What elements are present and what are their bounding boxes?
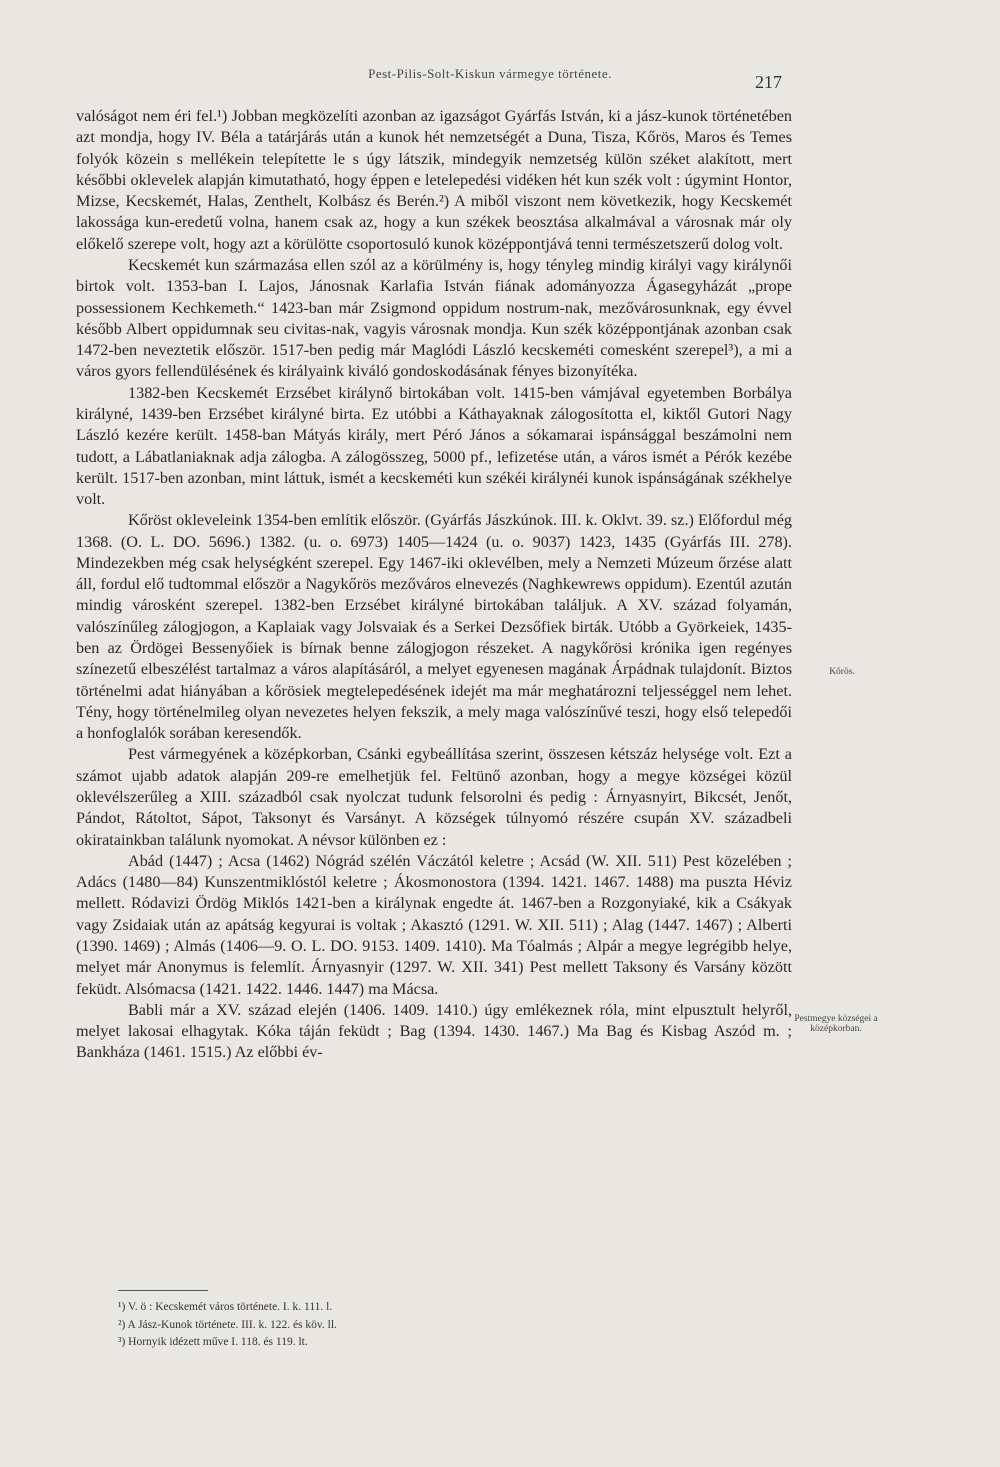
margin-note-pest-kozsegei: Pestmegye községei a középkorban. [794,1014,878,1034]
footnote: ³) Hornyik idézett műve I. 118. és 119. lt. [118,1336,308,1348]
paragraph: Kőröst okleveleink 1354-ben említik először. (Gyárfás Jászkúnok. III. k. Oklvt. 39. sz.) Előfordul még 1368. (O. L. DO. 5696.) 1382. (u. o. 6973) 1405—1424 (u. o. 9037) 1423, 1435 (Gyárfás III. 278). Mindezekben még csak helységként szerepel. Egy 1467-iki oklevélben, mely a Nemzeti Múzeum őrzése alatt áll, fordul elő tudtommal először a Nagykőrös mezőváros elnevezés (Naghkewrews oppidum). Ezentúl azután mindig városként szerepel. 1382-ben Erzsébet királyné birtokában találjuk. A XV. század folyamán, valószínűleg zálogjogon, a Kaplaiak vagy Jolsvaiak és a Serkei Dezsőfiek birták. Utóbb a Györkeiek, 1435-ben az Ördögei Bessenyőiek is bírnak benne zálogjogon részeket. A nagykőrösi krónika igen regényes színezetű elbeszélést tartalmaz a város alapításáról, a melyet egyenesen magának Árpádnak tulajdonít. Biztos történelmi adat hiányában a kőrösiek megtelepedésének idejét ma már meghatározni teljességgel nem lehet. Tény, hogy történelmileg olyan nevezetes helyen fekszik, a mely maga valószínűvé teszi, hogy első telepedői a honfoglalók sorában keresendők. [76,511,792,743]
footnote: ¹) V. ö : Kecskemét város története. I. k. 111. l. [118,1301,333,1313]
page-number: 217 [755,72,782,92]
paragraph: 1382-ben Kecskemét Erzsébet királynő birtokában volt. 1415-ben vámjával egyetemben Borbálya királyné, 1439-ben Erzsébet királyné birta. Ez utóbbi a Káthayaknak zálogosította el, kiktől Gutori Nagy László kezére került. 1458-ban Mátyás király, mert Péró János a sókamarai ispánsággal beszámolni nem tudott, a Lábatlaniaknak adja zálogba. A zálogösszeg, 5000 pf., lefizetése után, a város ismét a Pérók kezébe került. 1517-ben azonban, mint láttuk, ismét a kecskeméti kun székéi királynéi kunok ispánságának székhelye volt. [76,383,792,509]
margin-note-koros: Kőrös. [829,667,855,677]
footnotes [118,1299,678,1352]
body-text [76,106,792,1064]
running-title: Pest-Pilis-Solt-Kiskun vármegye története. [368,66,612,81]
footnote: ²) A Jász-Kunok története. III. k. 122. és köv. ll. [118,1318,337,1331]
paragraph: Pest vármegyének a középkorban, Csánki egybeállítása szerint, összesen kétszáz helysége volt. Ezt a számot ujabb adatok alapján 209-re emelhetjük fel. Feltünő azonban, hogy a megye községei közül oklevélszerűleg a XIII. századból csak nyolczat tudunk felsorolni és pedig : Árnyasnyirt, Bikcsét, Jenőt, Pándot, Rátoltot, Sápot, Taksonyt és Varsányt. A községek túlnyomó részére csupán XV. századbeli okiratainkban találunk nyomokat. A névsor különben ez : [76,745,792,849]
footnote-divider [118,1290,208,1291]
paragraph: valóságot nem éri fel.¹) Jobban megközelíti azonban az igazságot Gyárfás István, ki a jász-kunok történetében azt mondja, hogy IV. Béla a tatárjárás után a kunok hét nemzetségét a Duna, Tisza, Kőrös, Maros és Temes folyók közein s mellékein telepítette le s úgy látszik, mindegyik nemzetség külön széket alakított, mert későbbi oklevelek alapján kimutatható, hogy éppen e letelepedési vidéken hét kun szék volt : úgymint Hontor, Mizse, Kecskemét, Halas, Zenthelt, Kolbász és Berén.²) A miből viszont nem következik, hogy Kecskemét lakossága kun-eredetű volna, hanem csak az, hogy a kun székek beosztása alkalmával a városnak már oly előkelő szerepe volt, hogy azt a körülötte csoportosuló kunok középpontjává tenni természetszerű dolog volt. [76,107,792,253]
page-header [0,66,1000,90]
paragraph: Abád (1447) ; Acsa (1462) Nógrád szélén Váczától keletre ; Acsád (W. XII. 511) Pest közelében ; Adács (1480—84) Kunszentmiklóstól keletre ; Ákosmonostora (1394. 1421. 1467. 1488) ma puszta Héviz mellett. Ródavizi Ördög Miklós 1421-ben a királynak engedte át. 1467-ben a Rozgonyiaké, kik a Csákyak vagy Zsidaiak után az apátság kegyurai is voltak ; Akasztó (1291. W. XII. 511) ; Alag (1447. 1467) ; Alberti (1390. 1469) ; Almás (1406—9. O. L. DO. 9153. 1409. 1410). Ma Tóalmás ; Alpár a megye legrégibb helye, melyet már Anonymus is felemlít. Árnyasnyir (1297. W. XII. 341) Pest mellett Taksony és Varsány között feküdt. Alsómacsa (1421. 1422. 1446. 1447) ma Mácsa. [76,851,792,998]
paragraph: Babli már a XV. század elején (1406. 1409. 1410.) úgy emlékeznek róla, mint elpusztult helyről, melyet lakosai elhagytak. Kóka táján feküdt ; Bag (1394. 1430. 1467.) Ma Bag és Kisbag Aszód m. ; Bankháza (1461. 1515.) Az előbbi év- [76,1000,792,1062]
paragraph: Kecskemét kun származása ellen szól az a körülmény is, hogy tényleg mindig királyi vagy királynői birtok volt. 1353-ban I. Lajos, Jánosnak Karlafia István fiának adományozza Ágasegyházát „prope possessionem Kechkemeth.“ 1423-ban már Zsigmond oppidum nostrum-nak, mezővárosunknak, egy évvel később Albert oppidumnak seu civitas-nak, vagyis városnak mondja. Kun szék középpontjának azonban csak 1472-ben neveztetik először. 1517-ben pedig már Maglódi László kecskeméti comesként szerepel³), a mi a város gyors fellendülésének és királyaink kiváló gondoskodásának fényes bizonyítéka. [76,255,792,381]
